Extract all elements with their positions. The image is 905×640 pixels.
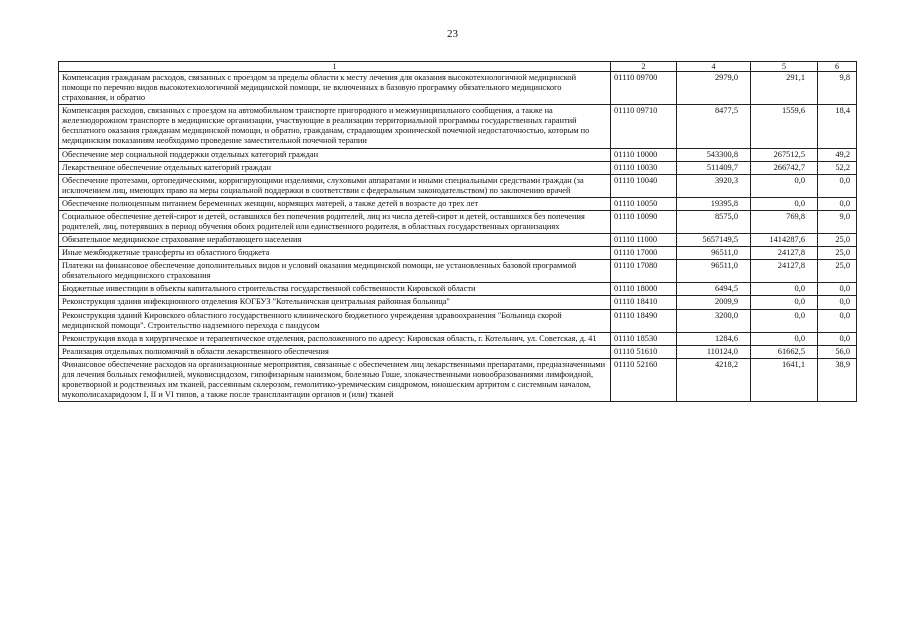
row-executed-amount: 267512,5: [751, 148, 818, 161]
row-name: Компенсация гражданам расходов, связанных с проездом за пределы области к месту лечения для оказания высокотехнологичной медицинской помощи по перечню видов высокотехнологичной медицинской помощи, не включенных в базовую программу обязательного медицинского страхования, и обратно: [59, 72, 611, 105]
row-executed-amount: 291,1: [751, 72, 818, 105]
table-row: [59, 260, 857, 283]
table-row: [59, 345, 857, 358]
row-executed-amount: 61662,5: [751, 345, 818, 358]
table-row: [59, 332, 857, 345]
row-executed-amount: 769,8: [751, 210, 818, 233]
row-plan-amount: 19395,8: [677, 197, 751, 210]
row-execution-percent: 52,2: [818, 161, 857, 174]
table-row: [59, 247, 857, 260]
row-executed-amount: 0,0: [751, 197, 818, 210]
row-execution-percent: 18,4: [818, 105, 857, 148]
row-plan-amount: 511409,7: [677, 161, 751, 174]
row-executed-amount: 0,0: [751, 332, 818, 345]
table-row: [59, 234, 857, 247]
row-execution-percent: 0,0: [818, 174, 857, 197]
row-executed-amount: 0,0: [751, 309, 818, 332]
row-executed-amount: 0,0: [751, 174, 818, 197]
row-name: Обеспечение полноценным питанием беременных женщин, кормящих матерей, а также детей в возрасте до трех лет: [59, 197, 611, 210]
page-number: 23: [447, 28, 458, 40]
row-code: 01110 52160: [611, 358, 677, 401]
table-row: [59, 174, 857, 197]
row-name: Лекарственное обеспечение отдельных категорий граждан: [59, 161, 611, 174]
row-executed-amount: 0,0: [751, 283, 818, 296]
header-col-1: 1: [59, 62, 611, 72]
row-execution-percent: 25,0: [818, 260, 857, 283]
row-plan-amount: 4218,2: [677, 358, 751, 401]
row-name: Иные межбюджетные трансферты из областного бюджета: [59, 247, 611, 260]
table-row: [59, 161, 857, 174]
row-name: Обязательное медицинское страхование неработающего населения: [59, 234, 611, 247]
row-executed-amount: 1559,6: [751, 105, 818, 148]
row-execution-percent: 49,2: [818, 148, 857, 161]
row-code: 01110 18410: [611, 296, 677, 309]
row-name: Реконструкция зданий Кировского областного государственного клинического бюджетного учреждения здравоохранения "Больница скорой медицинской помощи". Строительство надземного перехода с пандусом: [59, 309, 611, 332]
row-plan-amount: 96511,0: [677, 247, 751, 260]
row-code: 01110 18490: [611, 309, 677, 332]
row-code: 01110 51610: [611, 345, 677, 358]
row-execution-percent: 25,0: [818, 247, 857, 260]
row-code: 01110 10040: [611, 174, 677, 197]
row-name: Социальное обеспечение детей-сирот и детей, оставшихся без попечения родителей, лиц из числа детей-сирот и детей, оставшихся без попечения родителей, лиц, потерявших в период обучения обоих родителей или единственного родителя, в областных государственных организациях: [59, 210, 611, 233]
header-col-4: 4: [677, 62, 751, 72]
row-executed-amount: 24127,8: [751, 260, 818, 283]
table-row: [59, 197, 857, 210]
row-code: 01110 10000: [611, 148, 677, 161]
header-col-2: 2: [611, 62, 677, 72]
row-execution-percent: 0,0: [818, 197, 857, 210]
row-execution-percent: 0,0: [818, 283, 857, 296]
row-name: Компенсация расходов, связанных с проездом на автомобильном транспорте пригородного и межмуниципального сообщения, а также на железнодорожном транспорте в медицинские организации, участвующие в реализации территориальной программы государственных гарантий бесплатного оказания гражданам медицинской помощи, и обратно, гражданам, страдающим хронической почечной недостаточностью, которым по медицинским показаниям необходимо проведение заместительной почечной терапии: [59, 105, 611, 148]
row-execution-percent: 25,0: [818, 234, 857, 247]
row-code: 01110 18000: [611, 283, 677, 296]
row-execution-percent: 0,0: [818, 309, 857, 332]
row-code: 01110 10030: [611, 161, 677, 174]
row-name: Бюджетные инвестиции в объекты капитального строительства государственной собственности Кировской области: [59, 283, 611, 296]
row-plan-amount: 5657149,5: [677, 234, 751, 247]
row-plan-amount: 543300,8: [677, 148, 751, 161]
row-code: 01110 09700: [611, 72, 677, 105]
row-executed-amount: 1641,1: [751, 358, 818, 401]
row-plan-amount: 1284,6: [677, 332, 751, 345]
row-code: 01110 10090: [611, 210, 677, 233]
table-row: [59, 148, 857, 161]
row-execution-percent: 9,8: [818, 72, 857, 105]
row-execution-percent: 9,0: [818, 210, 857, 233]
row-name: Реконструкция здания инфекционного отделения КОГБУЗ "Котельничская центральная районная больница": [59, 296, 611, 309]
budget-table: [58, 61, 857, 402]
row-code: 01110 17080: [611, 260, 677, 283]
table-row: [59, 210, 857, 233]
row-plan-amount: 2009,9: [677, 296, 751, 309]
row-plan-amount: 96511,0: [677, 260, 751, 283]
row-execution-percent: 56,0: [818, 345, 857, 358]
row-executed-amount: 1414287,6: [751, 234, 818, 247]
row-code: 01110 10050: [611, 197, 677, 210]
row-execution-percent: 38,9: [818, 358, 857, 401]
row-plan-amount: 3200,0: [677, 309, 751, 332]
table-row: [59, 358, 857, 401]
row-plan-amount: 8477,5: [677, 105, 751, 148]
header-col-6: 6: [818, 62, 857, 72]
row-plan-amount: 3920,3: [677, 174, 751, 197]
row-execution-percent: 0,0: [818, 332, 857, 345]
row-plan-amount: 8575,0: [677, 210, 751, 233]
table-row: [59, 309, 857, 332]
row-name: Обеспечение мер социальной поддержки отдельных категорий граждан: [59, 148, 611, 161]
row-executed-amount: 266742,7: [751, 161, 818, 174]
row-name: Финансовое обеспечение расходов на организационные мероприятия, связанные с обеспечением лиц лекарственными препаратами, предназначенными для лечения больных гемофилией, муковисцидозом, гипофизарным нанизмом, болезнью Гоше, злокачественными новообразованиями лимфоидной, кроветворной и родственных им тканей, рассеянным склерозом, гемолитико-уремическим синдромом, юношеским артритом с системным началом, мукополисахаридозом I, II и VI типов, а также после трансплантации органов и (или) тканей: [59, 358, 611, 401]
table-row: [59, 72, 857, 105]
row-code: 01110 11000: [611, 234, 677, 247]
row-plan-amount: 6494,5: [677, 283, 751, 296]
row-name: Платежи на финансовое обеспечение дополнительных видов и условий оказания медицинской помощи, не установленных базовой программой обязательного медицинского страхования: [59, 260, 611, 283]
table-row: [59, 296, 857, 309]
row-plan-amount: 110124,0: [677, 345, 751, 358]
row-execution-percent: 0,0: [818, 296, 857, 309]
row-name: Реализация отдельных полномочий в области лекарственного обеспечения: [59, 345, 611, 358]
row-code: 01110 18530: [611, 332, 677, 345]
row-plan-amount: 2979,0: [677, 72, 751, 105]
row-name: Обеспечение протезами, ортопедическими, корригирующими изделиями, слуховыми аппаратами и иными специальными средствами граждан (за исключением лиц, имеющих право на меры социальной поддержки в соответствии с федеральным законодательством) по заключению врачей: [59, 174, 611, 197]
header-col-5: 5: [751, 62, 818, 72]
row-executed-amount: 24127,8: [751, 247, 818, 260]
row-code: 01110 09710: [611, 105, 677, 148]
row-executed-amount: 0,0: [751, 296, 818, 309]
table-row: [59, 105, 857, 148]
header-row: [59, 62, 857, 72]
table-row: [59, 283, 857, 296]
row-code: 01110 17000: [611, 247, 677, 260]
row-name: Реконструкция входа в хирургическое и терапевтическое отделения, расположенного по адресу: Кировская область, г. Котельнич, ул. Советская, д. 41: [59, 332, 611, 345]
